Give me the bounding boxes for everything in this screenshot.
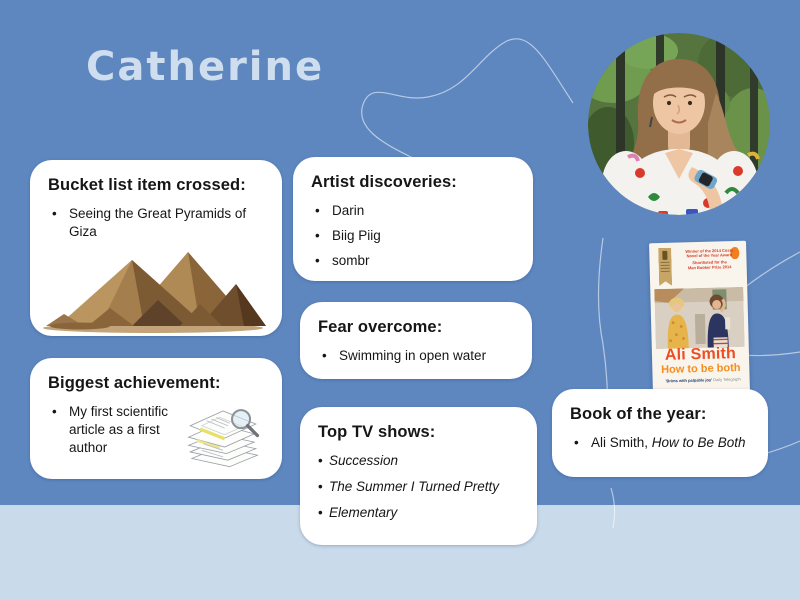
- article-papers-image: [182, 397, 264, 479]
- card-title: Bucket list item crossed:: [48, 176, 246, 194]
- list-item: • Succession: [318, 452, 519, 470]
- card-book-of-the-year: [552, 389, 768, 477]
- card-title: Top TV shows:: [318, 423, 436, 441]
- list-item: • Elementary: [318, 504, 519, 522]
- book-author: Ali Smith: [664, 345, 737, 364]
- card-fear-overcome: [300, 302, 532, 379]
- list-item: • sombr: [311, 252, 515, 270]
- card-title: Book of the year:: [570, 405, 707, 423]
- book-quote: 'Brims with palpable joy' Daily Telegraph: [665, 376, 741, 384]
- profile-photo: [588, 33, 770, 215]
- list-item: • Biig Piig: [311, 227, 515, 245]
- tv-show-list: [318, 452, 519, 523]
- list-item: • Seeing the Great Pyramids of Giza: [48, 205, 264, 241]
- card-title: Fear overcome:: [318, 318, 443, 336]
- list-item: • Darin: [311, 202, 515, 220]
- award-ribbon-icon: [658, 248, 672, 286]
- list-item: • My first scientific article as a first author: [48, 403, 186, 458]
- book-author-text: Ali Smith,: [591, 435, 652, 450]
- card-title: Biggest achievement:: [48, 374, 221, 392]
- list-item: • The Summer I Turned Pretty: [318, 478, 519, 496]
- card-biggest-achievement: [30, 358, 282, 479]
- achievement-list: [48, 403, 186, 465]
- card-artist-discoveries: [293, 157, 533, 281]
- artist-list: [311, 202, 515, 271]
- book-list: [570, 434, 750, 452]
- card-bucket-list: [30, 160, 282, 336]
- page-title: Catherine: [86, 44, 325, 90]
- portrait-illustration: [588, 33, 770, 215]
- pyramids-image: [40, 242, 266, 334]
- bucket-list: [48, 205, 264, 241]
- card-top-tv-shows: [300, 407, 537, 545]
- card-title: Artist discoveries:: [311, 173, 457, 191]
- book-cover-photo: [654, 287, 745, 349]
- book-title: How to be both: [660, 361, 741, 377]
- book-cover: [649, 241, 750, 394]
- book-award-text: Winner of the 2014 Costa Novel of the Year Award Shortlisted for the Man Booker Prize 2014: [685, 248, 734, 271]
- list-item: [570, 434, 750, 452]
- fear-list: [318, 347, 514, 365]
- book-title-text: How to Be Both: [651, 435, 746, 450]
- list-item: • Swimming in open water: [318, 347, 514, 365]
